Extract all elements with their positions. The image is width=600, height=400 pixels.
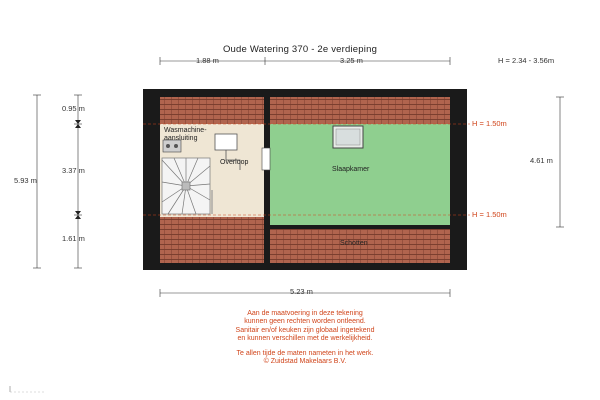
dimension-right: 4.61 m xyxy=(530,156,553,165)
dimension-top-right: 3.25 m xyxy=(340,56,363,65)
dimension-left-middle: 3.37 m xyxy=(62,166,85,175)
height-label-upper: H = 1.50m xyxy=(472,119,507,128)
height-label-lower: H = 1.50m xyxy=(472,210,507,219)
roof-tiles-top-right xyxy=(270,97,450,124)
dimension-left-total: 5.93 m xyxy=(14,176,37,185)
disclaimer-line: Aan de maatvoering in deze tekening xyxy=(247,310,363,317)
door xyxy=(262,148,270,170)
room-label-bedroom: Slaapkamer xyxy=(332,166,370,173)
bedroom-lower-strip xyxy=(270,215,450,225)
disclaimer-line: Sanitair en/of keuken zijn globaal ingetekend xyxy=(235,326,375,334)
roof-tiles-top-left xyxy=(160,97,265,124)
staircase xyxy=(162,158,210,214)
disclaimer xyxy=(150,310,460,366)
dimension-left-top: 0.95 m xyxy=(62,104,85,113)
height-range: H = 2.34 - 3.56m xyxy=(498,56,555,65)
floorplan-title: Oude Watering 370 - 2e verdieping xyxy=(222,44,378,55)
right-dimension-line xyxy=(556,97,564,227)
interior-wall xyxy=(264,97,270,263)
dimension-top-left: 1.88 m xyxy=(196,56,219,65)
room-label-landing: Overloop xyxy=(220,159,249,166)
dimension-bottom: 5.23 m xyxy=(290,287,313,296)
room-label-washer: Wasmachine- aansluiting xyxy=(164,127,207,142)
roof-tiles-bottom-left xyxy=(160,217,265,263)
dimension-left-bottom: 1.61 m xyxy=(62,234,85,243)
disclaimer-line: © Zuidstad Makelaars B.V. xyxy=(263,358,347,366)
storage-wall xyxy=(270,225,450,229)
disclaimer-line: kunnen geen rechten worden ontleend. xyxy=(244,318,366,326)
corner-marker xyxy=(8,386,48,396)
disclaimer-line: Te allen tijde de maten nameten in het werk. xyxy=(236,349,374,357)
washer-box xyxy=(215,134,237,150)
disclaimer-line: en kunnen verschillen met de werkelijkheid. xyxy=(237,335,373,343)
room-label-storage: Schotten xyxy=(340,240,368,247)
